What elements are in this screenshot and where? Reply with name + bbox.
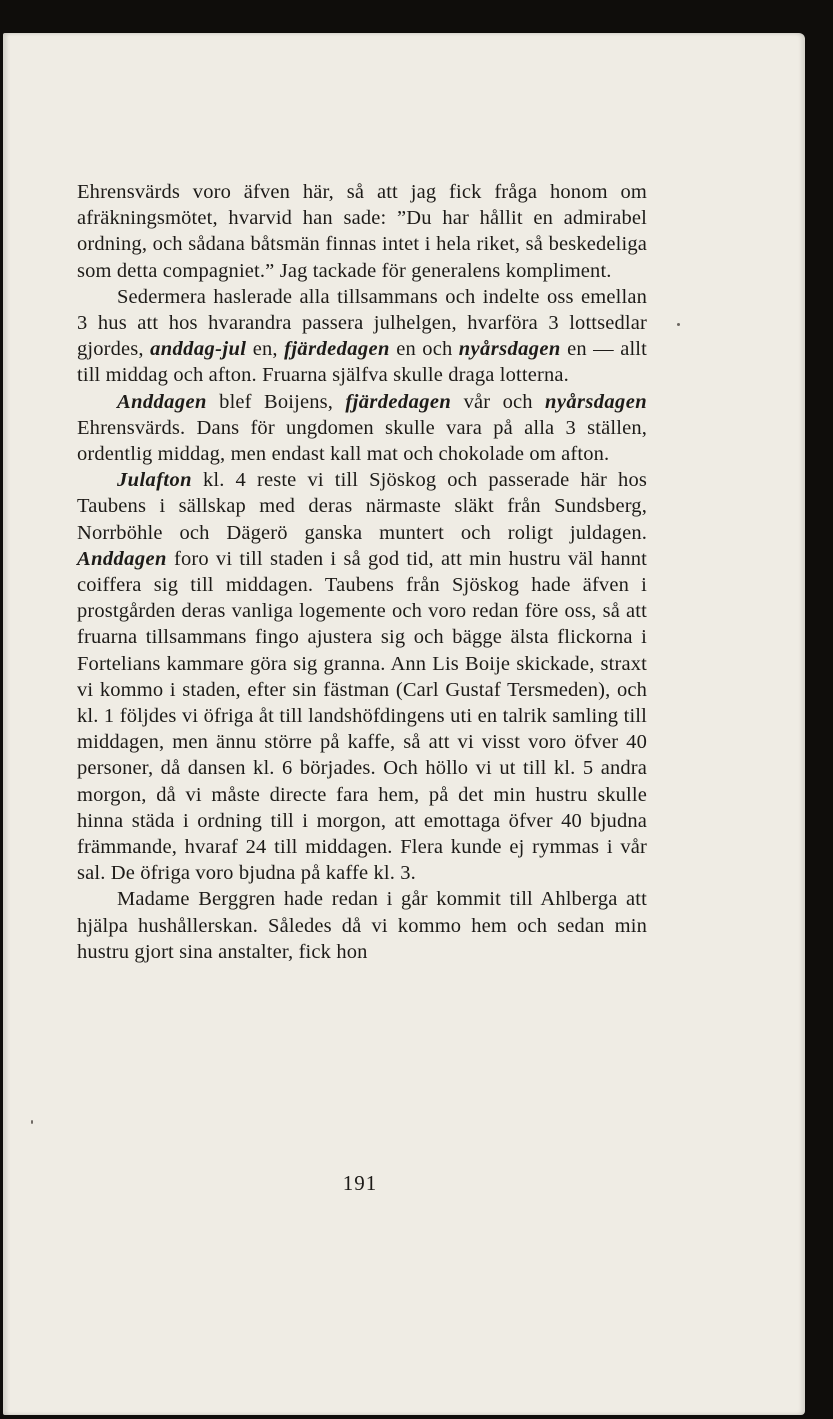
italic-term: fjärdedagen bbox=[345, 390, 452, 413]
text-run: vår och bbox=[451, 390, 546, 413]
paper-speck bbox=[31, 1120, 33, 1124]
paragraph bbox=[77, 467, 647, 886]
italic-term: Anddagen bbox=[117, 390, 207, 413]
text-run: Madame Berggren hade redan i går kommit till Ahlberga att hjälpa hushållerskan. Således då vi kommo hem och sedan min hustru gjort sina anstalter, fick hon bbox=[77, 888, 647, 963]
page-number: 191 bbox=[342, 1171, 378, 1195]
italic-term: nyårsdagen bbox=[458, 338, 561, 361]
text-run: en, bbox=[246, 338, 285, 361]
text-run: kl. 4 reste vi till Sjöskog och passerade här hos Taubens i sällskap med deras närmaste släkt från Sundsberg, Norrböhle och Dägerö ganska muntert och roligt juldagen. bbox=[77, 469, 647, 544]
italic-term: anddag-jul bbox=[150, 338, 247, 361]
italic-term: Anddagen bbox=[77, 547, 167, 570]
italic-term: fjärdedagen bbox=[284, 338, 390, 361]
paper-speck bbox=[677, 323, 680, 326]
italic-term: Julafton bbox=[117, 469, 192, 492]
paragraph bbox=[77, 284, 647, 389]
paragraph bbox=[77, 886, 647, 965]
text-run: en och bbox=[389, 338, 459, 361]
italic-term: nyårsdagen bbox=[545, 390, 648, 413]
page-sheet bbox=[3, 33, 805, 1415]
body-text bbox=[77, 179, 647, 965]
text-run: Sedermera haslerade alla tillsammans och indelte oss emellan 3 hus att hos hvarandra passera julhelgen, hvarföra 3 lottsedlar gjordes, bbox=[77, 285, 647, 361]
text-run: Ehrensvärds voro äfven här, så att jag fick fråga honom om afräkningsmötet, hvarvid han sade: ”Du har hållit en admirabel ordning, och sådana båtsmän finnas intet i hela riket, så beskedeliga som detta compagniet.” Jag tackade för generalens kompliment. bbox=[77, 181, 647, 282]
text-run: en — allt till middag och afton. Fruarna själfva skulle draga lotterna. bbox=[77, 338, 647, 387]
text-run: Ehrensvärds. Dans för ungdomen skulle vara på alla 3 ställen, ordentlig middag, men endast kall mat och chokolade om afton. bbox=[77, 416, 647, 466]
paragraph bbox=[77, 179, 647, 284]
text-run: foro vi till staden i så god tid, att min hustru väl hannt coiffera sig till middagen. Taubens från Sjöskog hade äfven i prostgården deras vanliga logemente och voro redan före oss, så att fruarna tillsammans fingo ajustera sig och bägge älsta flickorna i Fortelians kammare göra sig granna. Ann Lis Boije skickade, straxt vi kommo i staden, efter sin fästman (Carl Gustaf Tersmeden), och kl. 1 följdes vi öfriga åt till landshöfdingens uti en talrik samling till middagen, men ännu större på kaffe, så att vi visst voro öfver 40 personer, då dansen kl. 6 börjades. Och höllo vi ut till kl. 5 andra morgon, då vi måste directe fara hem, på det min hustru skulle hinna städa i ordning till i morgon, att emottaga öfver 40 bjudna främmande, hvaraf 24 till middagen. Flera kunde ej rymmas i vår sal. De öfriga voro bjudna på kaffe kl. 3. bbox=[77, 547, 647, 885]
text-run: blef Boijens, bbox=[206, 390, 346, 413]
paragraph bbox=[77, 389, 647, 468]
